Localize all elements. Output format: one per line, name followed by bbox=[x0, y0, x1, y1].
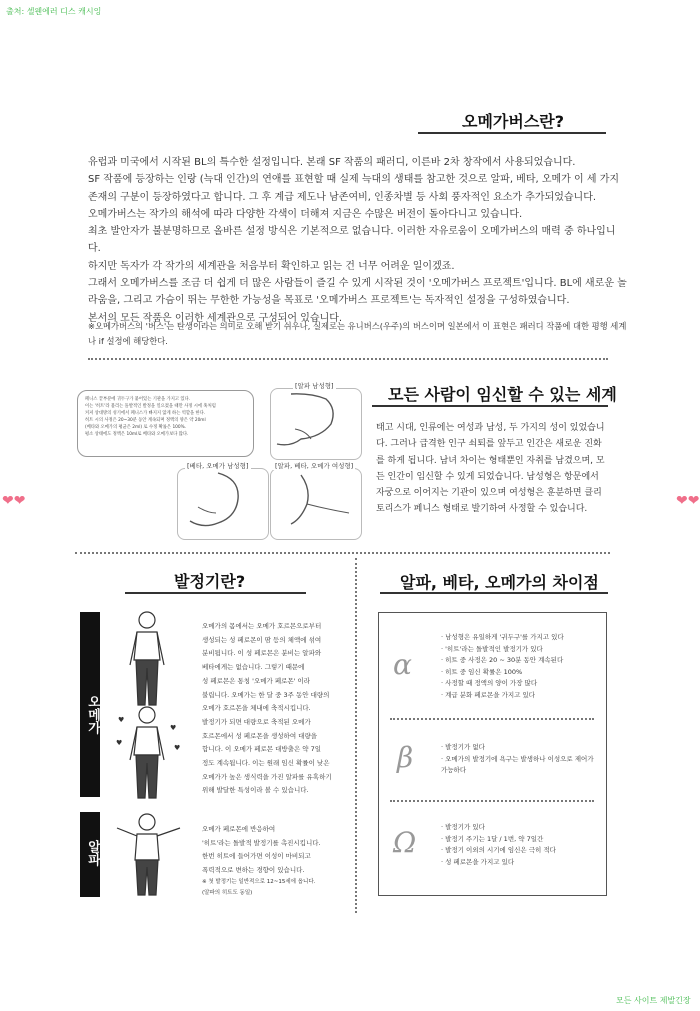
alpha-symbol-icon: α bbox=[393, 648, 412, 681]
list-item: · 발정기가 없다 bbox=[441, 742, 601, 754]
list-item: · 히트 중 사정은 20 ~ 30분 동안 계속된다 bbox=[441, 655, 601, 667]
female-illustration bbox=[270, 468, 362, 540]
heart-icon: ❤❤ bbox=[676, 493, 700, 509]
bubble-line: 이는 '히트'라 불리는 돌발적인 발정을 일으켰을 때만 사정 시에 혹처럼 bbox=[85, 404, 216, 409]
omega-symbol-icon: Ω bbox=[393, 826, 417, 859]
label-female: [알파, 베타, 오메가 여성형] bbox=[275, 462, 354, 470]
omega-traits-list bbox=[441, 822, 601, 868]
desc-line: 폭력적으로 변하는 경향이 있습니다. bbox=[202, 866, 305, 875]
desc-line: (알파의 히트도 동일) bbox=[202, 890, 253, 897]
side-label-alpha-text: 알파 bbox=[85, 839, 100, 866]
speech-bubble bbox=[77, 390, 254, 457]
list-item: · 히트 중 임신 확률은 100% bbox=[441, 667, 601, 679]
list-item: · 계급 분화 페로몬을 가지고 있다 bbox=[441, 690, 601, 702]
beta-omega-male-illustration bbox=[177, 468, 269, 540]
intro-paragraph: 그래서 오메가버스를 조금 더 쉽게 더 많은 사람들이 즐길 수 있게 시작된 것이 '오메가버스 프로젝트'입니다. BL에 새로운 놀라움을, 그리고 가슴이 뛰는 무한한 가능성을 목표로 '오메가버스 프로젝트'는 독자적인 설정을 구성하였습니다. bbox=[88, 278, 627, 307]
desc-line: 오메가 호르몬을 체내에 축적시킵니다. bbox=[202, 704, 311, 713]
intro-text bbox=[88, 154, 628, 327]
dotted-divider bbox=[390, 718, 594, 720]
intro-paragraph: 하지만 독자가 각 작가의 세계관을 처음부터 확인하고 읽는 건 너무 어려운 일이겠죠. bbox=[88, 260, 455, 272]
dotted-divider bbox=[88, 358, 608, 360]
section-title-omegaverse: 오메가버스란? bbox=[462, 112, 565, 131]
intro-paragraph: 최초 발안자가 불분명하므로 올바른 설정 방식은 기본적으로 없습니다. 이러한 자유로움이 오메가버스의 매력 중 하나입니다. bbox=[88, 226, 616, 255]
intro-paragraph: 유럽과 미국에서 시작된 BL의 특수한 설정입니다. 본래 SF 작품의 패러디, 이른바 2차 창작에서 사용되었습니다. bbox=[88, 157, 576, 168]
heart-icon: ♥ bbox=[174, 744, 181, 752]
title-underline bbox=[372, 405, 608, 407]
omega-description bbox=[202, 620, 352, 798]
section-title-differences: 알파, 베타, 오메가의 차이점 bbox=[400, 573, 599, 592]
side-label-alpha bbox=[80, 812, 100, 897]
bubble-line: 평소 상태에도 정액은 10ml로 베타와 오메가보다 많다. bbox=[85, 432, 189, 437]
bubble-line: 커져 상대방의 성기에서 페니스가 빠지지 않게 하는 역할을 한다. bbox=[85, 411, 206, 416]
desc-line: 호르몬에서 성 페로몬을 생성하여 대량을 bbox=[202, 731, 318, 740]
desc-line: 오메가의 몸에서는 오메가 호르몬으로부터 bbox=[202, 622, 322, 630]
list-item: · 사정할 때 정액의 양이 가장 많다 bbox=[441, 678, 601, 690]
dotted-divider bbox=[75, 552, 610, 554]
list-item: · 발정기 주기는 1달 / 1번, 약 7일간 bbox=[441, 834, 601, 846]
desc-line: 오메가 페로몬에 반응하여 bbox=[202, 825, 276, 833]
alpha-description bbox=[202, 823, 352, 878]
heart-icon: ♥ bbox=[118, 716, 125, 724]
desc-line: 정도 계속됩니다. 이는 원래 임신 확률이 낮은 bbox=[202, 759, 330, 768]
body-sketch-icon bbox=[271, 469, 361, 539]
world-paragraph: 태고 시대, 인류에는 여성과 남성, 두 가지의 성이 있었습니다. 그러나 급격한 인구 쇠퇴를 앞두고 인간은 새로운 진화를 하게 됩니다. 남녀 차이는 형태뿐인 자취를 남겼으며, 모든 인간이 임신할 수 있게 되었습니다. 남성형은 항문에서 자궁으로 이어지는 기관이 있으며 여성형은 훈분하면 클리토리스가 페니스 형태로 발기하여 사정할 수 있습니다. bbox=[376, 423, 605, 515]
list-item: · 발정기 이외의 시기에 임신은 극히 적다 bbox=[441, 845, 601, 857]
list-item: · 남성형은 유일하게 '귀두구'를 가지고 있다 bbox=[441, 632, 601, 644]
alpha-male-illustration bbox=[270, 388, 362, 460]
dotted-divider bbox=[390, 800, 594, 802]
desc-line: ※ 첫 발정기는 일반적으로 12~15세에 옵니다. bbox=[202, 879, 316, 885]
body-sketch-icon bbox=[178, 469, 268, 539]
list-item: · 성 페로몬을 가지고 있다 bbox=[441, 857, 601, 869]
intro-paragraph: SF 작품에 등장하는 인랑 (늑대 인간)의 연애를 표현할 때 실제 늑대의 생태를 참고한 것으로 알파, 베타, 오메가 이 세 가지 존재의 구분이 등장하였다고 합니다. 그 후 계급 제도나 남존여비, 인종차별 등 사회 풍자적인 요소가 추가되었습니다. bbox=[88, 174, 620, 203]
label-beta-omega-male: [베타, 오메가 남성형] bbox=[187, 462, 249, 470]
desc-line: 불립니다. 오메가는 한 달 중 3주 동안 대량의 bbox=[202, 690, 330, 699]
side-label-omega-text: 오메가 bbox=[85, 694, 100, 734]
heart-icon: ♥ bbox=[116, 739, 123, 747]
heart-icon: ♥ bbox=[170, 724, 177, 732]
beta-symbol-icon: β bbox=[397, 741, 414, 774]
desc-line: 위해 발달한 특성이라 볼 수 있습니다. bbox=[202, 786, 309, 795]
list-item: · 발정기가 있다 bbox=[441, 822, 601, 834]
desc-line: 한번 히트에 들어가면 이성이 마비되고 bbox=[202, 852, 311, 861]
watermark-top: 출처: 셀웬에러 디스 캐시잉 bbox=[6, 7, 102, 16]
list-item: · 오메가의 발정기에 욕구는 발생하나 이성으로 제어가 가능하다 bbox=[441, 754, 601, 777]
title-underline bbox=[125, 592, 306, 594]
section-title-heat: 발정기란? bbox=[174, 572, 246, 591]
list-item: · '히트'라는 돌발적인 발정기가 있다 bbox=[441, 644, 601, 656]
intro-paragraph: 오메가버스는 작가의 해석에 따라 다양한 각색이 더해져 지금은 수많은 버전이 돌아다니고 있습니다. bbox=[88, 208, 523, 220]
section-title-world: 모든 사람이 임신할 수 있는 세계 bbox=[388, 385, 617, 404]
desc-line: 생성되는 성 페로몬이 땀 등의 체액에 섞여 bbox=[202, 635, 322, 644]
desc-line: '히트'라는 돌발적 발정기를 촉진시킵니다. bbox=[202, 838, 321, 847]
intro-paragraph: 본서의 모든 작품은 이러한 세계관으로 구성되어 있습니다. bbox=[88, 312, 343, 324]
beta-traits-list bbox=[441, 742, 601, 777]
alpha-footnote bbox=[202, 877, 352, 900]
title-underline bbox=[418, 132, 606, 134]
desc-line: 오메가가 높은 생식력을 가진 알파를 유혹하기 bbox=[202, 772, 332, 781]
bubble-line: (베타와 오메가의 평균은 2ml) 로 수정 확률은 100%. bbox=[85, 425, 187, 430]
dotted-vertical-divider bbox=[355, 558, 357, 913]
desc-line: 분비됩니다. 이 성 페로몬은 분비는 알파와 bbox=[202, 649, 322, 658]
side-label-omega bbox=[80, 612, 100, 797]
bubble-line: 페니스 끝부분에 귀두구가 붙어있는 기관을 가지고 있다. bbox=[85, 397, 191, 402]
heart-icon: ❤❤ bbox=[2, 493, 26, 509]
label-alpha-male: [알파 남성형] bbox=[295, 382, 334, 390]
title-underline bbox=[380, 592, 608, 594]
alpha-traits-list bbox=[441, 632, 601, 701]
desc-line: 합니다. 이 오메가 페로몬 대방출은 약 7일 bbox=[202, 745, 322, 754]
footnote: ※오메가버스의 '버스'는 탄생이라는 의미로 오해 받기 쉬우나, 실제로는 유니버스(우주)의 버스이며 일본에서 이 표현은 패러디 작품에 대한 평행 세계나 if 설정에 해당한다. bbox=[88, 321, 627, 346]
desc-line: 베타에게는 없습니다. 그렇기 때문에 bbox=[202, 663, 305, 672]
desc-line: 성 페로몬은 통칭 '오메가 페로몬' 이라 bbox=[202, 676, 311, 685]
watermark-bottom: 모든 사이트 제발긴장 bbox=[616, 996, 691, 1005]
character-figures bbox=[112, 610, 192, 900]
bubble-line: 히트 시의 사정은 20~30분 동안 계속되며 정액의 양은 약 20ml bbox=[85, 418, 206, 423]
body-sketch-icon bbox=[271, 389, 361, 459]
desc-line: 발정기가 되면 대량으로 축적된 오메가 bbox=[202, 717, 311, 726]
